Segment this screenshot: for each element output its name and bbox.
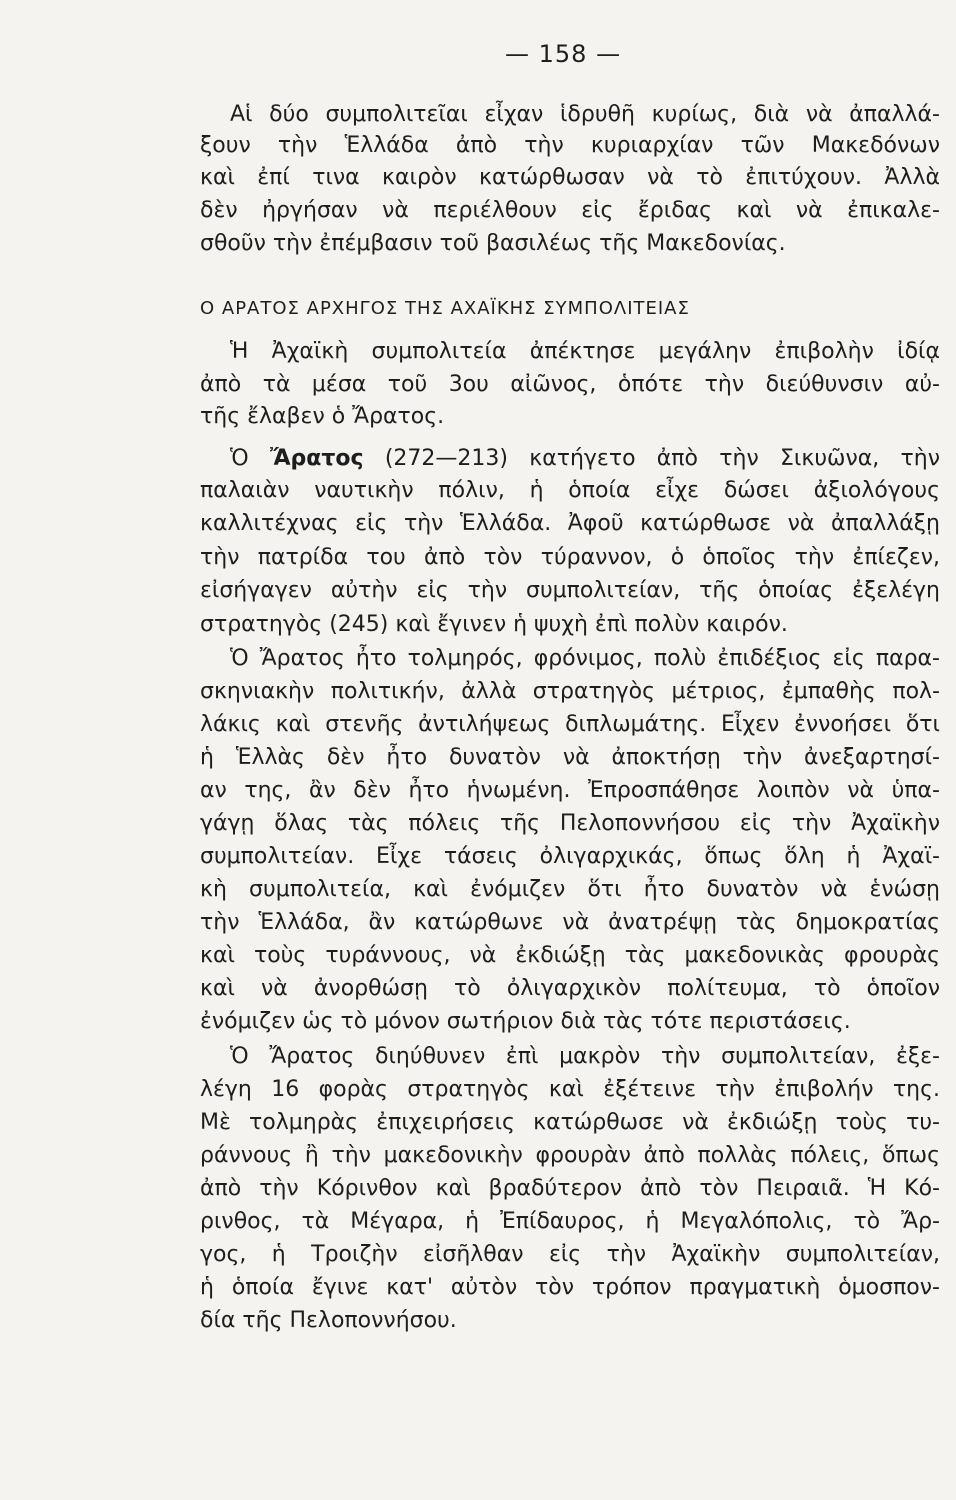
- text-line: γάγῃ ὅλας τὰς πόλεις τῆς Πελοποννήσου εἰς τὴν Ἀχαϊκὴν: [200, 811, 940, 836]
- text-line: λάκις καὶ στενῆς ἀντιλήψεως διπλωμάτης. Εἶχεν ἐννοήσει ὅτι: [200, 712, 940, 737]
- section-heading: Ο ΑΡΑΤΟΣ ΑΡΧΗΓΟΣ ΤΗΣ ΑΧΑΪΚΗΣ ΣΥΜΠΟΛΙΤΕΙΑΣ: [200, 298, 690, 319]
- text-line: καὶ νὰ ἀνορθώσῃ τὸ ὀλιγαρχικὸν πολίτευμα, τὸ ὁποῖον: [200, 976, 940, 1001]
- text-line: ἀπὸ τὴν Κόρινθον καὶ βραδύτερον ἀπὸ τὸν Πειραιᾶ. Ἡ Κό-: [200, 1176, 940, 1201]
- text-line: λέγη 16 φορὰς στρατηγὸς καὶ ἐξέτεινε τὴν ἐπιβολήν της.: [200, 1077, 940, 1102]
- text-line: Μὲ τολμηρὰς ἐπιχειρήσεις κατώρθωσε νὰ ἐκδιώξῃ τοὺς τυ-: [200, 1110, 940, 1135]
- text-line: ἡ Ἑλλὰς δὲν ἦτο δυνατὸν νὰ ἀποκτήσῃ τὴν ἀνεξαρτησί-: [200, 745, 940, 770]
- text-segment: Ὁ: [230, 446, 270, 471]
- text-line: σθοῦν τὴν ἐπέμβασιν τοῦ βασιλέως τῆς Μακεδονίας.: [200, 231, 786, 256]
- text-line: ἐνόμιζεν ὡς τὸ μόνον σωτήριον διὰ τὰς τότε περιστάσεις.: [200, 1009, 851, 1034]
- text-line: συμπολιτείαν. Εἶχε τάσεις ὀλιγαρχικάς, ὅπως ὅλη ἡ Ἀχαϊ-: [200, 844, 940, 869]
- text-line: ἀπὸ τὰ μέσα τοῦ 3ου αἰῶνος, ὁπότε τὴν διεύθυνσιν αὐ-: [200, 372, 940, 397]
- text-line: εἰσήγαγεν αὐτὴν εἰς τὴν συμπολιτείαν, τῆς ὁποίας ἐξελέγη: [200, 578, 940, 603]
- text-line-with-bold-name: [230, 444, 940, 474]
- text-line: στρατηγὸς (245) καὶ ἔγινεν ἡ ψυχὴ ἐπὶ πολὺν καιρόν.: [200, 612, 788, 637]
- page-number: — 158 —: [505, 40, 622, 68]
- text-line: γος, ἡ Τροιζὴν εἰσῆλθαν εἰς τὴν Ἀχαϊκὴν συμπολιτείαν,: [200, 1242, 940, 1267]
- text-line: τῆς ἔλαβεν ὁ Ἄρατος.: [200, 404, 445, 429]
- text-line: ἡ ὁποία ἔγινε κατ' αὐτὸν τὸν τρόπον πραγματικὴ ὁμοσπον-: [200, 1275, 940, 1300]
- text-line: καὶ ἐπί τινα καιρὸν κατώρθωσαν νὰ τὸ ἐπιτύχουν. Ἀλλὰ: [200, 165, 940, 190]
- text-line: δὲν ἠργήσαν νὰ περιέλθουν εἰς ἔριδας καὶ νὰ ἐπικαλε-: [200, 198, 940, 223]
- text-line: κὴ συμπολιτεία, καὶ ἐνόμιζεν ὅτι ἦτο δυνατὸν νὰ ἑνώσῃ: [200, 877, 940, 902]
- text-line: Ὁ Ἄρατος ἦτο τολμηρός, φρόνιμος, πολὺ ἐπιδέξιος εἰς παρα-: [230, 646, 940, 671]
- text-line: τὴν Ἑλλάδα, ἂν κατώρθωνε νὰ ἀνατρέψῃ τὰς δημοκρατίας: [200, 910, 940, 935]
- text-line: ράννους ἢ τὴν μακεδονικὴν φρουρὰν ἀπὸ πολλὰς πόλεις, ὅπως: [200, 1143, 940, 1168]
- text-line: ρινθος, τὰ Μέγαρα, ἡ Ἐπίδαυρος, ἡ Μεγαλόπολις, τὸ Ἄρ-: [200, 1209, 940, 1234]
- text-line: ξουν τὴν Ἑλλάδα ἀπὸ τὴν κυριαρχίαν τῶν Μακεδόνων: [200, 133, 940, 158]
- text-line: Ἡ Ἀχαϊκὴ συμπολιτεία ἀπέκτησε μεγάλην ἐπιβολὴν ἰδίᾳ: [230, 339, 940, 364]
- text-line: καλλιτέχνας εἰς τὴν Ἑλλάδα. Ἀφοῦ κατώρθωσε νὰ ἀπαλλάξῃ: [200, 511, 940, 536]
- text-segment: (272—213) κατήγετο ἀπὸ τὴν Σικυῶνα, τὴν: [363, 446, 941, 471]
- text-line: αν της, ἂν δὲν ἦτο ἡνωμένη. Ἐπροσπάθησε λοιπὸν νὰ ὑπα-: [200, 778, 940, 803]
- text-line: Ὁ Ἄρατος διηύθυνεν ἐπὶ μακρὸν τὴν συμπολιτείαν, ἐξε-: [230, 1044, 940, 1069]
- text-line: καὶ τοὺς τυράννους, νὰ ἐκδιώξῃ τὰς μακεδονικὰς φρουρὰς: [200, 943, 940, 968]
- text-line: δία τῆς Πελοποννήσου.: [200, 1308, 457, 1333]
- bold-name-arato: Ἄρατος: [269, 446, 364, 471]
- text-line: παλαιὰν ναυτικὴν πόλιν, ἡ ὁποία εἶχε δώσει ἀξιολόγους: [200, 478, 940, 503]
- text-line: σκηνιακὴν πολιτικήν, ἀλλὰ στρατηγὸς μέτριος, ἐμπαθὴς πολ-: [200, 679, 940, 704]
- text-line: τὴν πατρίδα του ἀπὸ τὸν τύραννον, ὁ ὁποῖος τὴν ἐπίεζεν,: [200, 545, 940, 570]
- text-line: Αἱ δύο συμπολιτεῖαι εἶχαν ἱδρυθῆ κυρίως, διὰ νὰ ἀπαλλά-: [230, 102, 940, 127]
